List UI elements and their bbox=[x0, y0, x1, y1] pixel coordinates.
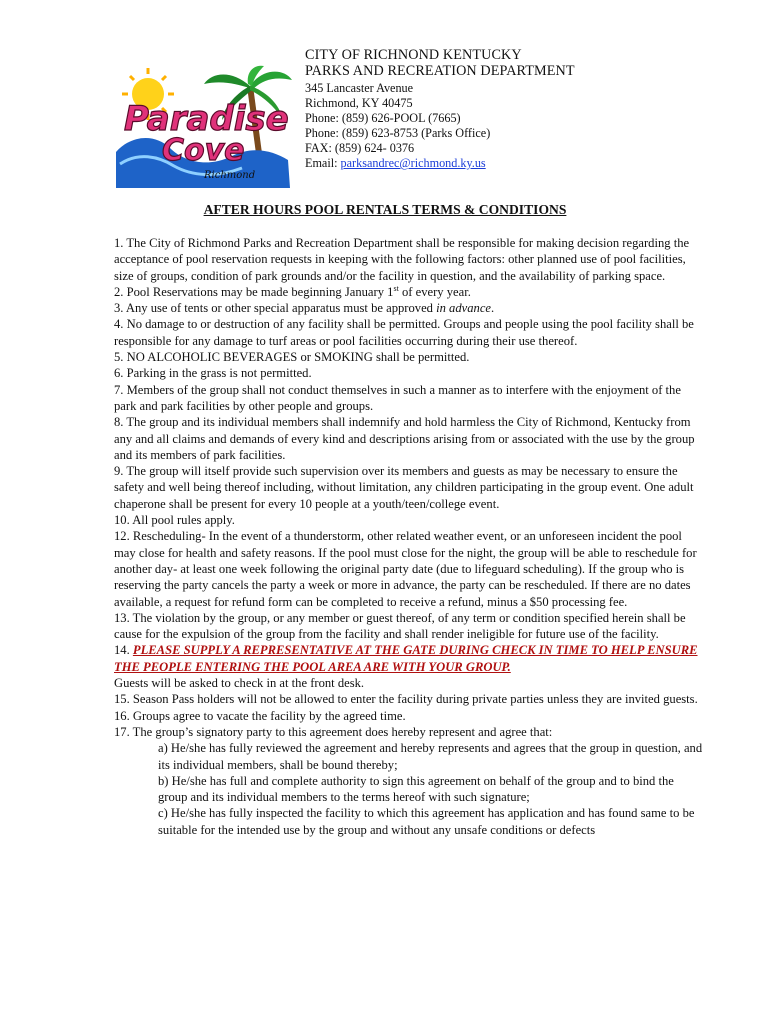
term-6: 6. Parking in the grass is not permitted. bbox=[114, 366, 312, 381]
term-17a: a) He/she has fully reviewed the agreement and hereby represents and agrees that the group in question, and its individual members, shall be bound thereby; bbox=[158, 741, 703, 772]
term-1: 1. The City of Richmond Parks and Recreation Department shall be responsible for making decision regarding the acceptance of pool reservation requests in keeping with the following factors: other planned use of pool facilities, size of groups, condition of park grounds and/or the facility in question, and the availability of parking space. bbox=[114, 236, 690, 283]
term-10: 10. All pool rules apply. bbox=[114, 513, 235, 528]
page-title: AFTER HOURS POOL RENTALS TERMS & CONDITIONS bbox=[203, 202, 567, 217]
term-16: 16. Groups agree to vacate the facility by the agreed time. bbox=[114, 708, 406, 723]
term-2-text: 2. Pool Reservations may be made beginning January 1 bbox=[114, 284, 394, 299]
logo-text-richmond: Richmond bbox=[204, 170, 256, 181]
address-line: 345 Lancaster Avenue bbox=[305, 81, 414, 95]
term-14-number: 14. bbox=[114, 643, 133, 658]
term-12: 12. Rescheduling- In the event of a thunderstorm, other related weather event, or an unforeseen incident the pool may close for health and safety reasons. If the pool must close for the night, the group will be able to reschedule for another day- at least one week following the original party date (due to lifeguard scheduling). If the group who is reserving the party cancels the party a week or more in advance, the party can be rescheduled. If there are no dates available, a request for refund form can be completed to receive a refund, minus a $50 processing fee. bbox=[114, 529, 697, 609]
term-13: 13. The violation by the group, or any member or guest thereof, of any term or condition specified herein shall be cause for the expulsion of the group from the facility and shall render ineligible for future use of the facility. bbox=[114, 610, 686, 642]
term-17c: c) He/she has fully inspected the facility to which this agreement has application and has found same to be suitable for the intended use by the group and without any unsafe conditions or defects bbox=[158, 806, 695, 837]
term-3 bbox=[114, 300, 704, 316]
org-line1: CITY OF RICHNOND KENTUCKY bbox=[305, 47, 522, 63]
phone-pool: Phone: (859) 626-POOL (7665) bbox=[305, 111, 461, 125]
term-15: 15. Season Pass holders will not be allowed to enter the facility during private parties unless they are invited guests. bbox=[114, 692, 698, 707]
term-14-note: Guests will be asked to check in at the front desk. bbox=[114, 676, 365, 691]
term-7: 7. Members of the group shall not conduct themselves in such a manner as to interfere with the enjoyment of the park and park facilities by other people and groups. bbox=[114, 382, 681, 413]
terms-body bbox=[114, 235, 704, 838]
logo-text-cove: Cove bbox=[162, 133, 245, 168]
logo-text-paradise: Paradise bbox=[124, 99, 289, 139]
term-14-emphasis: PLEASE SUPPLY A REPRESENTATIVE AT THE GATE DURING CHECK IN TIME TO HELP ENSURE THE PEOPLE ENTERING THE POOL AREA ARE WITH YOUR GROUP. bbox=[114, 643, 698, 674]
term-4: 4. No damage to or destruction of any facility shall be permitted. Groups and people using the pool facility shall be responsible for any damage to turf areas or pool facilities occurring during their use thereof. bbox=[114, 317, 694, 348]
term-17b: b) He/she has full and complete authority to sign this agreement on behalf of the group and to bind the group and its individual members to the terms hereof with such signature; bbox=[158, 773, 674, 805]
term-17: 17. The group’s signatory party to this agreement does hereby represent and agree that: bbox=[114, 724, 553, 739]
phone-parks: Phone: (859) 623-8753 (Parks Office) bbox=[305, 126, 491, 140]
term-3-emphasis: in advance bbox=[436, 301, 492, 316]
term-8: 8. The group and its individual members shall indemnify and hold harmless the City of Richmond, Kentucky from any and all claims and demands of every kind and descriptions arising from or associated with the use by the group and its members of park facilities. bbox=[114, 415, 695, 462]
email-label: Email: bbox=[305, 156, 341, 170]
term-2-sup: st bbox=[393, 283, 399, 293]
term-9: 9. The group will itself provide such supervision over its members and guests as may be necessary to ensure the safety and well being thereof including, without limitation, any children participating in the group event. One adult chaperone shall be present for every 10 people at a youth/teen/college event. bbox=[114, 464, 694, 511]
department-header bbox=[305, 47, 575, 171]
term-3-tail: . bbox=[491, 301, 495, 316]
term-2 bbox=[114, 284, 704, 300]
term-3-text: 3. Any use of tents or other special apparatus must be approved bbox=[114, 301, 437, 316]
city-line: Richmond, KY 40475 bbox=[305, 96, 413, 110]
email-link[interactable]: parksandrec@richmond.ky.us bbox=[340, 156, 486, 170]
term-5: 5. NO ALCOHOLIC BEVERAGES or SMOKING shall be permitted. bbox=[114, 350, 470, 365]
term-14 bbox=[114, 642, 704, 675]
email-line bbox=[305, 156, 575, 171]
term-2-tail: of every year. bbox=[398, 284, 471, 299]
fax-line: FAX: (859) 624- 0376 bbox=[305, 141, 415, 155]
org-line2: PARKS AND RECREATION DEPARTMENT bbox=[305, 63, 575, 79]
paradise-cove-logo bbox=[112, 64, 298, 188]
